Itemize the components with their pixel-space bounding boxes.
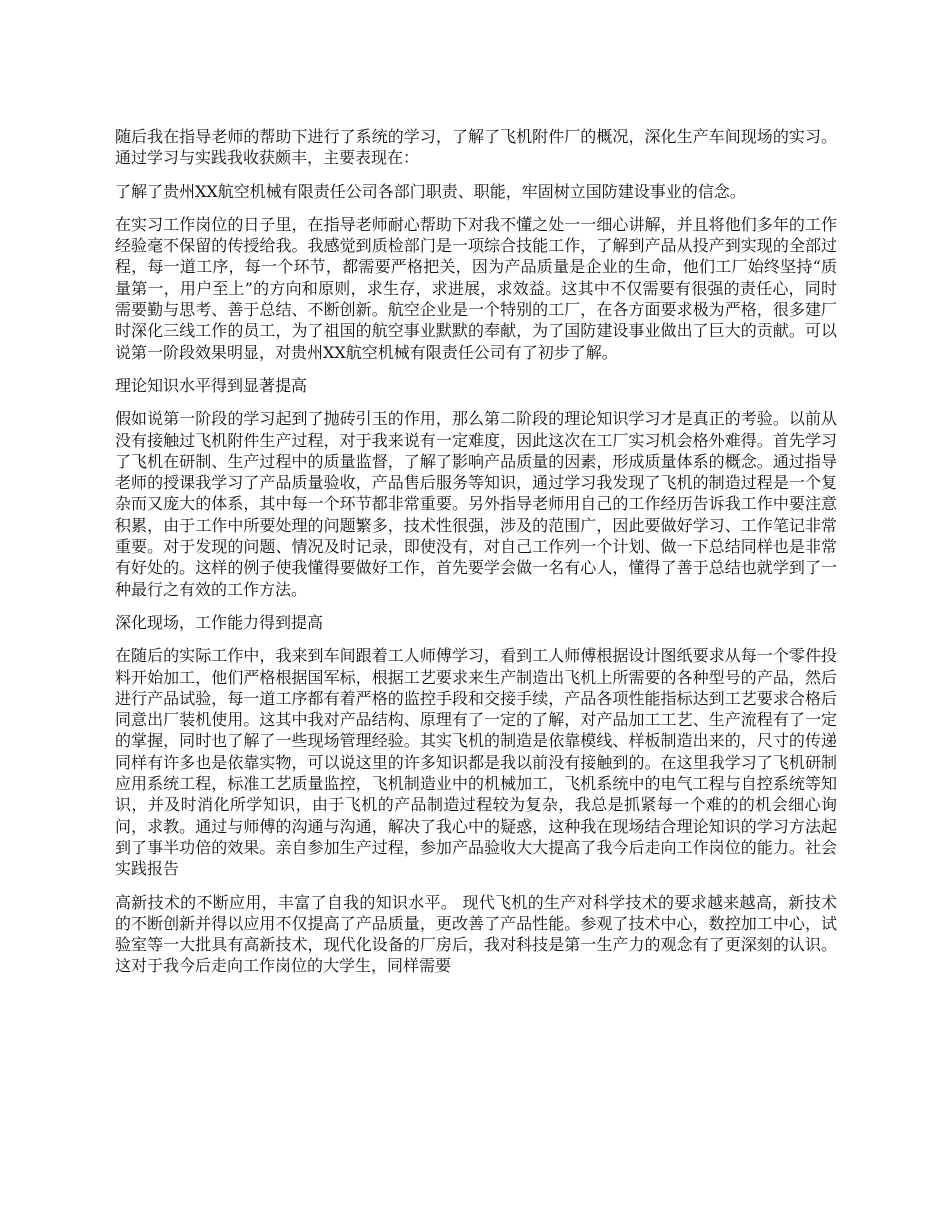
paragraph-company-understanding: 了解了贵州XX航空机械有限责任公司各部门职责、职能，牢固树立国防建设事业的信念。 bbox=[115, 181, 746, 201]
paragraph-high-tech: 高新技术的不断应用，丰富了自我的知识水平。 现代飞机的生产对科学技术的要求越来越高，新技术的不断创新并得以应用不仅提高了产品质量，更改善了产品性能。参观了技术中心，数控加工中心，试验室等一大批具有高新技术，现代化设备的厂房后，我对科技是第一生产力的观念有了更深刻的认识。这对于我今后走向工作岗位的大学生，同样需要 bbox=[115, 892, 837, 976]
section-heading-field-work: 深化现场，工作能力得到提高 bbox=[115, 612, 324, 632]
paragraph-internship-stage-one: 在实习工作岗位的日子里，在指导老师耐心帮助下对我不懂之处一一细心讲解，并且将他们多年的工作经验毫不保留的传授给我。我感觉到质检部门是一项综合技能工作，了解到产品从投产到实现的全部过程，每一道工序，每一个环节，都需要严格把关，因为产品质量是企业的生命，他们工厂始终坚持“质量第一，用户至上”的方向和原则，求生存，求进展，求效益。这其中不仅需要有很强的责任心，同时需要勤与思考、善于总结、不断创新。航空企业是一个特别的工厂，在各方面要求极为严格，很多建厂时深化三线工作的员工，为了祖国的航空事业默默的奉献，为了国防建设事业做出了巨大的贡献。可以说第一阶段效果明显，对贵州XX航空机械有限责任公司有了初步了解。 bbox=[115, 214, 837, 362]
paragraph-intro: 随后我在指导老师的帮助下进行了系统的学习，了解了飞机附件厂的概况，深化生产车间现场的实习。通过学习与实践我收获颇丰，主要表现在： bbox=[115, 127, 837, 168]
paragraph-field-work: 在随后的实际工作中，我来到车间跟着工人师傅学习，看到工人师傅根据设计图纸要求从每一个零件投料开始加工，他们严格根据国军标，根据工艺要求来生产制造出飞机上所需要的各种型号的产品，然后进行产品试验，每一道工序都有着严格的监控手段和交接手续，产品各项性能指标达到工艺要求合格后同意出厂装机使用。这其中我对产品结构、原理有了一定的了解，对产品加工工艺、生产流程有了一定的掌握，同时也了解了一些现场管理经验。其实飞机的制造是依靠模线、样板制造出来的，尺寸的传递同样有许多也是依靠实物，可以说这里的许多知识都是我以前没有接触到的。在这里我学习了飞机研制应用系统工程，标准工艺质量监控，飞机制造业中的机械加工，飞机系统中的电气工程与自控系统等知识，并及时消化所学知识，由于飞机的产品制造过程较为复杂，我总是抓紧每一个难的的机会细心询问，求教。通过与师傅的沟通与沟通，解决了我心中的疑惑，这种我在现场结合理论知识的学习方法起到了事半功倍的效果。亲自参加生产过程，参加产品验收大大提高了我今后走向工作岗位的能力。社会实践报告 bbox=[115, 646, 837, 879]
section-heading-theory: 理论知识水平得到显著提高 bbox=[115, 375, 308, 395]
paragraph-theory-learning: 假如说第一阶段的学习起到了抛砖引玉的作用，那么第二阶段的理论知识学习才是真正的考验。以前从没有接触过飞机附件生产过程，对于我来说有一定难度，因此这次在工厂实习机会格外难得。首先学习了飞机在研制、生产过程中的质量监督，了解了影响产品质量的因素，形成质量体系的概念。通过指导老师的授课我学习了产品质量验收，产品售后服务等知识，通过学习我发现了飞机的制造过程是一个复杂而又庞大的体系，其中每一个环节都非常重要。另外指导老师用自己的工作经历告诉我工作中要注意积累，由于工作中所要处理的问题繁多，技术性很强，涉及的范围广，因此要做好学习、工作笔记非常重要。对于发现的问题、情况及时记录，即使没有，对自己工作列一个计划、做一下总结同样也是非常有好处的。这样的例子使我懂得要做好工作，首先要学会做一名有心人，懂得了善于总结也就学到了一种最行之有效的工作方法。 bbox=[115, 409, 837, 599]
document-body bbox=[115, 126, 837, 989]
